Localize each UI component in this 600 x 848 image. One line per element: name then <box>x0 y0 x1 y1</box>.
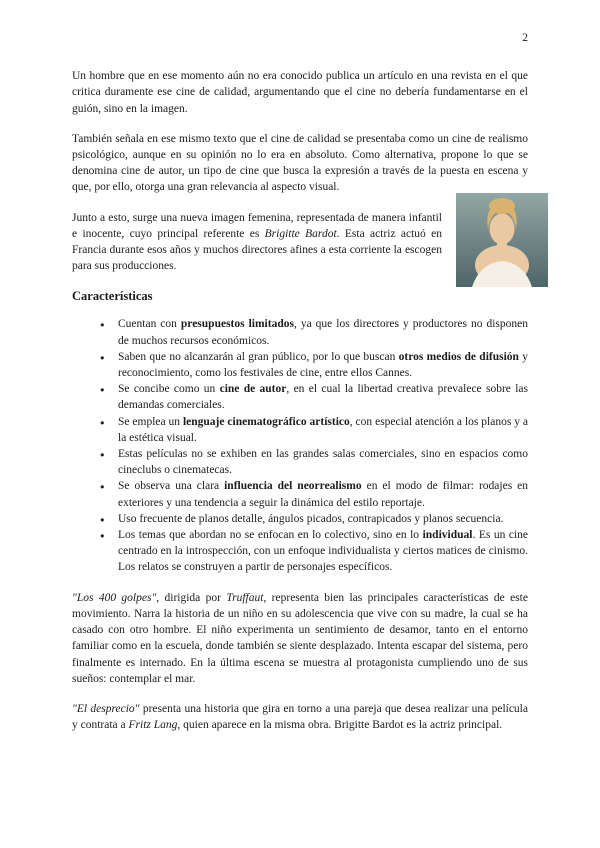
paragraph-los-400-golpes: "Los 400 golpes", dirigida por Truffaut, representa bien las principales características de este movimiento. Narra la historia de un niño en su adolescencia que vive con su madre, la cual se ha casado con otro hombre. El niño experimenta un sentimiento de desamor, tanto en el entorno familiar como en la escuela, donde también se siente desplazado. Intenta escapar del sistema, pero finalmente es internado. En la última escena se muestra al protagonista cumpliendo uno de sus sueños: contemplar el mar. <box>72 591 528 685</box>
photo-hair-updo <box>489 198 515 214</box>
photo-face <box>490 213 515 244</box>
list-item: ● Se observa una clara influencia del neorrealismo en el modo de filmar: rodajes en exteriores y una tendencia a seguir la dinámica del estilo reportaje. <box>100 478 528 510</box>
section-heading-caracteristicas: Características <box>72 289 153 304</box>
list-item: ● Uso frecuente de planos detalle, ángulos picados, contrapicados y planos secuencia. <box>100 511 528 527</box>
list-item: ● Saben que no alcanzarán al gran público, por lo que buscan otros medios de difusión y reconocimiento, como los festivales de cine, entre ellos Cannes. <box>100 349 528 381</box>
paragraph-cine-de-autor: También señala en ese mismo texto que el cine de calidad se presentaba como un cine de realismo psicológico, aunque en su opinión no lo era en absoluto. Como alternativa, propone lo que se denomina cine de autor, un tipo de cine que busca la expresión a través de la puesta en escena y que, por ello, otorga una gran relevancia al aspecto visual. <box>72 132 528 194</box>
paragraph-bardot: Junto a esto, surge una nueva imagen femenina, representada de manera infantil e inocente, cuyo principal referente es Brigitte Bardot. Esta actriz actuó en Francia durante esos años y muchos directores afines a esta corriente la escogen para sus producciones. <box>72 211 442 273</box>
brigitte-bardot-photo <box>456 193 548 287</box>
paragraph-el-desprecio: "El desprecio" presenta una historia que gira en torno a una pareja que desea realizar una película y contrata a Fritz Lang, quien aparece en la misma obra. Brigitte Bardot es la actriz principal. <box>72 702 528 732</box>
characteristics-list <box>72 316 528 575</box>
bardot-portrait-illustration <box>456 193 548 287</box>
list-item: ● Los temas que abordan no se enfocan en lo colectivo, sino en lo individual. Es un cine centrado en la introspección, con un enfoque individualista y ciertos matices de cinismo. Los relatos se construyen a partir de personajes específicos. <box>100 527 528 576</box>
photo-float <box>442 131 528 289</box>
list-item: ● Se concibe como un cine de autor, en el cual la libertad creativa prevalece sobre las demandas comerciales. <box>100 381 528 413</box>
page-number: 2 <box>522 32 528 44</box>
list-item: ● Estas películas no se exhiben en las grandes salas comerciales, sino en espacios como cineclubs o cinematecas. <box>100 446 528 478</box>
paragraph-critic-article: Un hombre que en ese momento aún no era conocido publica un artículo en una revista en el que critica duramente ese cine de calidad, argumentando que el cine no debería fundamentarse en el guión, sino en la imagen. <box>72 70 528 115</box>
list-item: ● Cuentan con presupuestos limitados, ya que los directores y productores no disponen de muchos recursos económicos. <box>100 316 528 348</box>
list-item: ● Se emplea un lenguaje cinematográfico artístico, con especial atención a los planos y a la estética visual. <box>100 414 528 446</box>
